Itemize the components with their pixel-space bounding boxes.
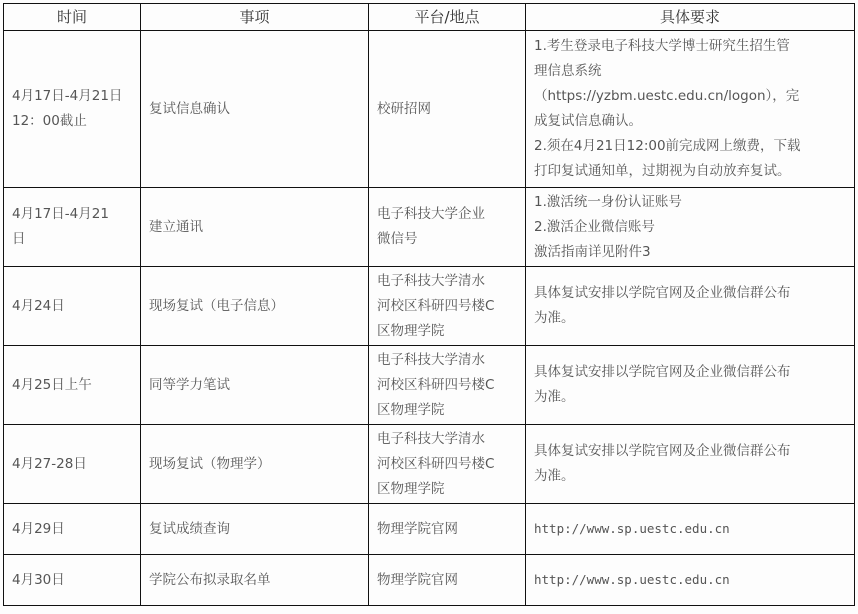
place-cell: 电子科技大学清水 河校区科研四号楼C 区物理学院 bbox=[369, 425, 526, 504]
requirements-cell: 1.激活统一身份认证账号 2.激活企业微信账号 激活指南详见附件3 bbox=[526, 188, 855, 267]
table-row bbox=[4, 346, 855, 425]
header-item: 事项 bbox=[141, 4, 369, 31]
item-cell: 建立通讯 bbox=[141, 188, 369, 267]
place-cell: 电子科技大学企业 微信号 bbox=[369, 188, 526, 267]
requirements-cell: 1.考生登录电子科技大学博士研究生招生管 理信息系统 （https://yzbm.uestc.edu.cn/logon），完 成复试信息确认。 2.须在4月21日12:00前完成网上缴费，下载 打印复试通知单，过期视为自动放弃复试。 bbox=[526, 31, 855, 188]
place-cell: 物理学院官网 bbox=[369, 555, 526, 606]
header-place: 平台/地点 bbox=[369, 4, 526, 31]
requirements-cell: 具体复试安排以学院官网及企业微信群公布 为准。 bbox=[526, 346, 855, 425]
table-row bbox=[4, 31, 855, 188]
item-cell: 复试信息确认 bbox=[141, 31, 369, 188]
website-link[interactable]: http://www.sp.uestc.edu.cn bbox=[534, 572, 730, 587]
time-cell: 4月17日-4月21 日 bbox=[4, 188, 141, 267]
item-cell: 复试成绩查询 bbox=[141, 504, 369, 555]
item-cell: 现场复试（物理学） bbox=[141, 425, 369, 504]
requirements-cell bbox=[526, 555, 855, 606]
item-cell: 学院公布拟录取名单 bbox=[141, 555, 369, 606]
requirements-cell bbox=[526, 504, 855, 555]
time-cell: 4月17日-4月21日 12：00截止 bbox=[4, 31, 141, 188]
table-row bbox=[4, 425, 855, 504]
place-cell: 物理学院官网 bbox=[369, 504, 526, 555]
time-cell: 4月24日 bbox=[4, 267, 141, 346]
place-cell: 电子科技大学清水 河校区科研四号楼C 区物理学院 bbox=[369, 267, 526, 346]
website-link[interactable]: http://www.sp.uestc.edu.cn bbox=[534, 521, 730, 536]
requirements-cell: 具体复试安排以学院官网及企业微信群公布 为准。 bbox=[526, 267, 855, 346]
item-cell: 同等学力笔试 bbox=[141, 346, 369, 425]
header-time: 时间 bbox=[4, 4, 141, 31]
item-cell: 现场复试（电子信息） bbox=[141, 267, 369, 346]
login-link[interactable]: （https://yzbm.uestc.edu.cn/logon），完 bbox=[534, 88, 800, 104]
table-row bbox=[4, 555, 855, 606]
table-row bbox=[4, 504, 855, 555]
schedule-table bbox=[3, 3, 855, 606]
time-cell: 4月30日 bbox=[4, 555, 141, 606]
time-cell: 4月25日上午 bbox=[4, 346, 141, 425]
time-cell: 4月27-28日 bbox=[4, 425, 141, 504]
table-row bbox=[4, 267, 855, 346]
requirements-cell: 具体复试安排以学院官网及企业微信群公布 为准。 bbox=[526, 425, 855, 504]
table-row bbox=[4, 188, 855, 267]
header-row bbox=[4, 4, 855, 31]
time-cell: 4月29日 bbox=[4, 504, 141, 555]
header-requirements: 具体要求 bbox=[526, 4, 855, 31]
place-cell: 电子科技大学清水 河校区科研四号楼C 区物理学院 bbox=[369, 346, 526, 425]
place-cell: 校研招网 bbox=[369, 31, 526, 188]
